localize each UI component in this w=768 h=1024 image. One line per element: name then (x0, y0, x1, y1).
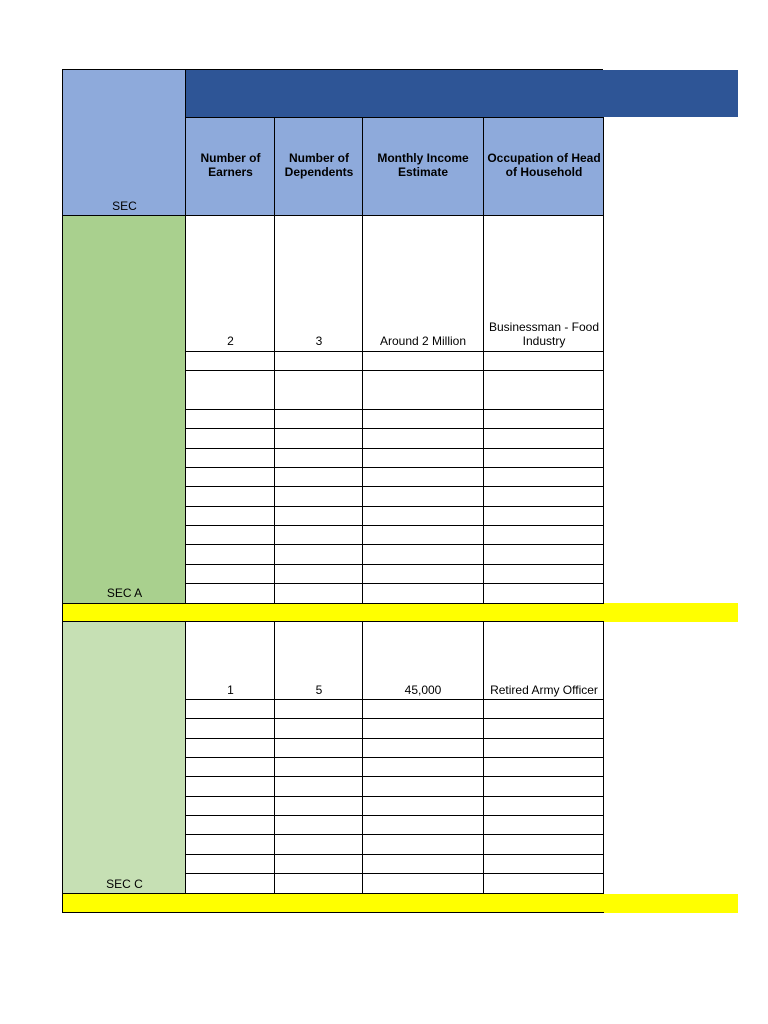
grid-line (186, 525, 604, 526)
separator-row-a (63, 603, 738, 622)
grid-line (186, 351, 604, 352)
title-bar (186, 70, 738, 117)
sec-c-label: SEC C (106, 877, 143, 891)
grid-line (186, 873, 604, 874)
grid-line (62, 603, 604, 604)
earners-cell: 1 (227, 683, 234, 697)
grid-line (62, 215, 604, 216)
grid-line (362, 117, 363, 603)
grid-line (186, 564, 604, 565)
grid-line (186, 815, 604, 816)
column-header-earners: Number of Earners (200, 151, 261, 179)
grid-line (186, 776, 604, 777)
occupation-cell: Businessman - Food Industry (488, 320, 600, 348)
separator-row-c (63, 894, 738, 913)
grid-line (186, 854, 604, 855)
grid-line (186, 699, 604, 700)
grid-line (186, 409, 604, 410)
grid-line (186, 370, 604, 371)
grid-line (62, 69, 603, 70)
grid-line (62, 621, 604, 622)
grid-line (274, 117, 275, 603)
grid-line (186, 467, 604, 468)
grid-line (186, 117, 604, 118)
sec-a-cell (63, 216, 186, 603)
grid-line (186, 757, 604, 758)
column-header-dependents: Number of Dependents (284, 151, 354, 179)
income-cell: Around 2 Million (379, 334, 467, 348)
grid-line (186, 428, 604, 429)
earners-cell: 2 (227, 334, 234, 348)
grid-line (186, 796, 604, 797)
grid-line (186, 583, 604, 584)
column-header-occupation: Occupation of Head of Household (487, 151, 601, 179)
grid-line (186, 486, 604, 487)
income-cell: 45,000 (404, 683, 442, 697)
grid-line (186, 738, 604, 739)
grid-line (483, 117, 484, 603)
occupation-cell: Retired Army Officer (490, 683, 598, 697)
grid-line (186, 834, 604, 835)
grid-line (603, 117, 604, 603)
grid-line (186, 448, 604, 449)
sec-header-cell (63, 70, 186, 216)
dependents-cell: 5 (315, 683, 323, 697)
grid-line (186, 718, 604, 719)
grid-line (62, 893, 604, 894)
grid-line (62, 70, 63, 913)
grid-line (186, 544, 604, 545)
grid-line (62, 912, 604, 913)
sec-c-cell (63, 622, 186, 894)
column-header-income: Monthly Income Estimate (377, 151, 469, 179)
sec-a-label: SEC A (106, 586, 143, 600)
dependents-cell: 3 (315, 334, 323, 348)
grid-line (186, 506, 604, 507)
sec-header-label: SEC (112, 199, 137, 213)
